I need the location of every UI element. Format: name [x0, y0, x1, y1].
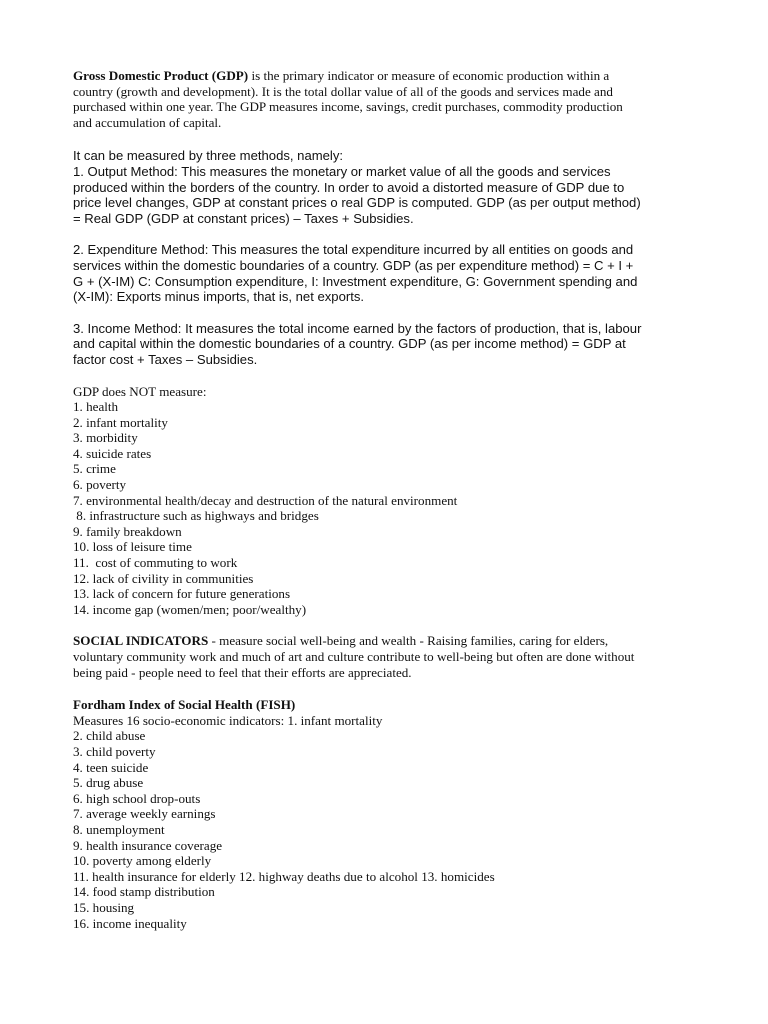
list-item: 4. suicide rates — [73, 445, 152, 461]
gdp-intro-line-3: purchased within one year. The GDP measures income, savings, credit purchases, commodity production — [73, 99, 623, 115]
income-method-paragraph — [73, 321, 703, 368]
gdp-not-measure-section — [73, 384, 703, 618]
gdp-intro-line-4: and accumulation of capital. — [73, 114, 222, 130]
social-indicators-line-3: being paid - people need to feel that their efforts are appreciated. — [73, 664, 412, 680]
expenditure-method-line-3: G + (X-IM) C: Consumption expenditure, I: Investment expenditure, G: Government spending and — [73, 273, 638, 289]
output-method-line-4: = Real GDP (GDP at constant prices) – Taxes + Subsidies. — [73, 210, 414, 226]
output-method-line-3: price level changes, GDP at constant prices o real GDP is computed. GDP (as per output method) — [73, 195, 641, 211]
list-item: 14. food stamp distribution — [73, 884, 215, 900]
expenditure-method-line-4: (X-IM): Exports minus imports, that is, net exports. — [73, 289, 365, 305]
list-item: 9. family breakdown — [73, 523, 182, 539]
list-item: 9. health insurance coverage — [73, 837, 223, 853]
list-item: 14. income gap (women/men; poor/wealthy) — [73, 601, 307, 617]
methods-section — [73, 148, 703, 226]
output-method-line-1: 1. Output Method: This measures the monetary or market value of all the goods and services — [73, 163, 611, 179]
document-page — [73, 68, 703, 931]
social-indicators-text-1: - measure social well-being and wealth - Raising families, caring for elders, — [208, 633, 609, 649]
income-method-line-2: and capital within the domestic boundaries of a country. GDP (as per income method) = GDP at — [73, 336, 626, 352]
income-method-line-1: 3. Income Method: It measures the total income earned by the factors of production, that is, labour — [73, 320, 642, 336]
expenditure-method-line-2: services within the domestic boundaries of a country. GDP (as per expenditure method) = C + I + — [73, 257, 634, 273]
list-item: 11. health insurance for elderly 12. highway deaths due to alcohol 13. homicides — [73, 868, 495, 884]
list-item: 3. morbidity — [73, 430, 138, 446]
list-item: 7. environmental health/decay and destruction of the natural environment — [73, 492, 458, 508]
fish-section — [73, 697, 703, 931]
gdp-intro-text-1: is the primary indicator or measure of economic production within a — [248, 68, 610, 83]
list-item: 1. health — [73, 399, 119, 415]
social-indicators-term: SOCIAL INDICATORS — [73, 633, 209, 649]
list-item: 6. poverty — [73, 477, 127, 493]
list-item: 13. lack of concern for future generations — [73, 586, 291, 602]
output-method-line-2: produced within the borders of the country. In order to avoid a distorted measure of GDP due to — [73, 179, 625, 195]
list-item: 3. child poverty — [73, 743, 156, 759]
gdp-term: Gross Domestic Product (GDP) — [73, 68, 249, 83]
list-item: 5. crime — [73, 461, 116, 477]
list-item: 15. housing — [73, 899, 135, 915]
list-item: 4. teen suicide — [73, 759, 149, 775]
list-item: 8. unemployment — [73, 821, 165, 837]
expenditure-method-line-1: 2. Expenditure Method: This measures the total expenditure incurred by all entities on goods and — [73, 242, 634, 258]
gdp-intro-line-1 — [73, 68, 703, 84]
gdp-not-measure-heading: GDP does NOT measure: — [73, 383, 207, 399]
list-item: 11. cost of commuting to work — [73, 555, 238, 571]
income-method-line-3: factor cost + Taxes – Subsidies. — [73, 351, 258, 367]
list-item: 2. infant mortality — [73, 414, 168, 430]
fish-heading: Fordham Index of Social Health (FISH) — [73, 697, 296, 713]
list-item: 8. infrastructure such as highways and bridges — [73, 508, 319, 524]
list-item: 16. income inequality — [73, 915, 187, 931]
social-indicators-paragraph — [73, 633, 703, 680]
list-item: 10. poverty among elderly — [73, 853, 212, 869]
list-item: Measures 16 socio-economic indicators: 1. infant mortality — [73, 712, 383, 728]
social-indicators-line-1 — [73, 633, 703, 649]
gdp-intro-line-2: country (growth and development). It is the total dollar value of all of the goods and services made and — [73, 83, 613, 99]
list-item: 12. lack of civility in communities — [73, 570, 254, 586]
list-item: 6. high school drop-outs — [73, 790, 201, 806]
list-item: 10. loss of leisure time — [73, 539, 192, 555]
list-item: 7. average weekly earnings — [73, 806, 216, 822]
social-indicators-line-2: voluntary community work and much of art and culture contribute to well-being but often are done without — [73, 649, 635, 664]
gdp-intro-paragraph — [73, 68, 703, 130]
methods-intro: It can be measured by three methods, namely: — [73, 148, 344, 164]
list-item: 5. drug abuse — [73, 775, 144, 791]
expenditure-method-paragraph — [73, 242, 703, 304]
list-item: 2. child abuse — [73, 728, 146, 744]
